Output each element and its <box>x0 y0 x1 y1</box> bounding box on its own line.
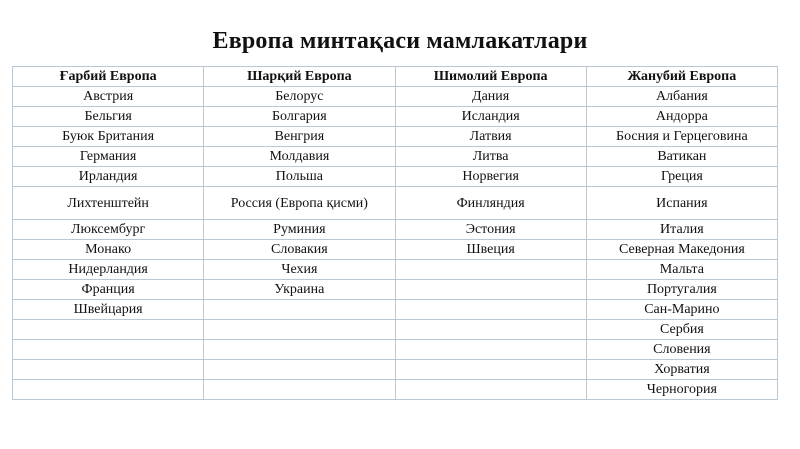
table-cell-eastern <box>204 320 395 340</box>
table-row <box>13 147 778 167</box>
table-header-row <box>13 67 778 87</box>
table-cell-southern: Португалия <box>586 280 777 300</box>
table-row <box>13 260 778 280</box>
table-cell-western: Буюк Британия <box>13 127 204 147</box>
table-cell-southern: Словения <box>586 340 777 360</box>
table-cell-southern: Мальта <box>586 260 777 280</box>
table-cell-southern: Босния и Герцеговина <box>586 127 777 147</box>
table-cell-western: Швейцария <box>13 300 204 320</box>
table-cell-western <box>13 340 204 360</box>
column-header-eastern: Шарқий Европа <box>204 67 395 87</box>
table-cell-eastern: Руминия <box>204 220 395 240</box>
table-cell-northern <box>395 340 586 360</box>
table-cell-eastern: Чехия <box>204 260 395 280</box>
column-header-southern: Жанубий Европа <box>586 67 777 87</box>
table-row <box>13 87 778 107</box>
table-cell-southern: Хорватия <box>586 360 777 380</box>
page-title: Европа минтақаси мамлакатлари <box>212 28 588 54</box>
table-cell-eastern: Болгария <box>204 107 395 127</box>
column-header-western: Ғарбий Европа <box>13 67 204 87</box>
table-cell-eastern <box>204 300 395 320</box>
table-cell-southern: Ватикан <box>586 147 777 167</box>
table-row <box>13 187 778 220</box>
table-cell-western: Бельгия <box>13 107 204 127</box>
countries-table <box>12 66 778 400</box>
table-row <box>13 360 778 380</box>
table-cell-northern: Дания <box>395 87 586 107</box>
table-row <box>13 220 778 240</box>
table-cell-western: Монако <box>13 240 204 260</box>
table-cell-eastern: Молдавия <box>204 147 395 167</box>
table-cell-northern: Швеция <box>395 240 586 260</box>
table-cell-western: Ирландия <box>13 167 204 187</box>
table-body <box>13 87 778 400</box>
table-cell-eastern <box>204 360 395 380</box>
table-cell-southern: Греция <box>586 167 777 187</box>
table-cell-western: Люксембург <box>13 220 204 240</box>
table-cell-southern: Сан-Марино <box>586 300 777 320</box>
table-cell-eastern: Украина <box>204 280 395 300</box>
table-row <box>13 300 778 320</box>
table-cell-southern: Испания <box>586 187 777 220</box>
table-cell-western: Лихтенштейн <box>13 187 204 220</box>
table-row <box>13 127 778 147</box>
table-cell-northern <box>395 300 586 320</box>
table-cell-eastern: Белорус <box>204 87 395 107</box>
table-row <box>13 107 778 127</box>
table-cell-eastern <box>204 340 395 360</box>
table-cell-northern: Норвегия <box>395 167 586 187</box>
table-cell-southern: Албания <box>586 87 777 107</box>
table-cell-western: Нидерландия <box>13 260 204 280</box>
table-cell-northern: Исландия <box>395 107 586 127</box>
table-row <box>13 340 778 360</box>
table-cell-western <box>13 360 204 380</box>
table-row <box>13 240 778 260</box>
table-row <box>13 280 778 300</box>
table-cell-northern <box>395 320 586 340</box>
table-cell-northern <box>395 360 586 380</box>
table-cell-northern: Эстония <box>395 220 586 240</box>
table-cell-northern: Финляндия <box>395 187 586 220</box>
table-cell-southern: Сербия <box>586 320 777 340</box>
table-cell-southern: Андорра <box>586 107 777 127</box>
table-row <box>13 380 778 400</box>
table-cell-eastern: Словакия <box>204 240 395 260</box>
table-cell-eastern: Венгрия <box>204 127 395 147</box>
table-row <box>13 167 778 187</box>
table-cell-southern: Черногория <box>586 380 777 400</box>
table-cell-northern <box>395 280 586 300</box>
table-cell-eastern <box>204 380 395 400</box>
table-cell-southern: Италия <box>586 220 777 240</box>
table-cell-western <box>13 380 204 400</box>
table-cell-northern <box>395 380 586 400</box>
table-cell-northern: Литва <box>395 147 586 167</box>
table-cell-southern: Северная Македония <box>586 240 777 260</box>
table-cell-western: Австрия <box>13 87 204 107</box>
table-cell-eastern: Польша <box>204 167 395 187</box>
table-cell-northern: Латвия <box>395 127 586 147</box>
table-cell-northern <box>395 260 586 280</box>
table-cell-western: Германия <box>13 147 204 167</box>
table-cell-western: Франция <box>13 280 204 300</box>
table-cell-eastern: Россия (Европа қисми) <box>204 187 395 220</box>
column-header-northern: Шимолий Европа <box>395 67 586 87</box>
table-row <box>13 320 778 340</box>
table-cell-western <box>13 320 204 340</box>
